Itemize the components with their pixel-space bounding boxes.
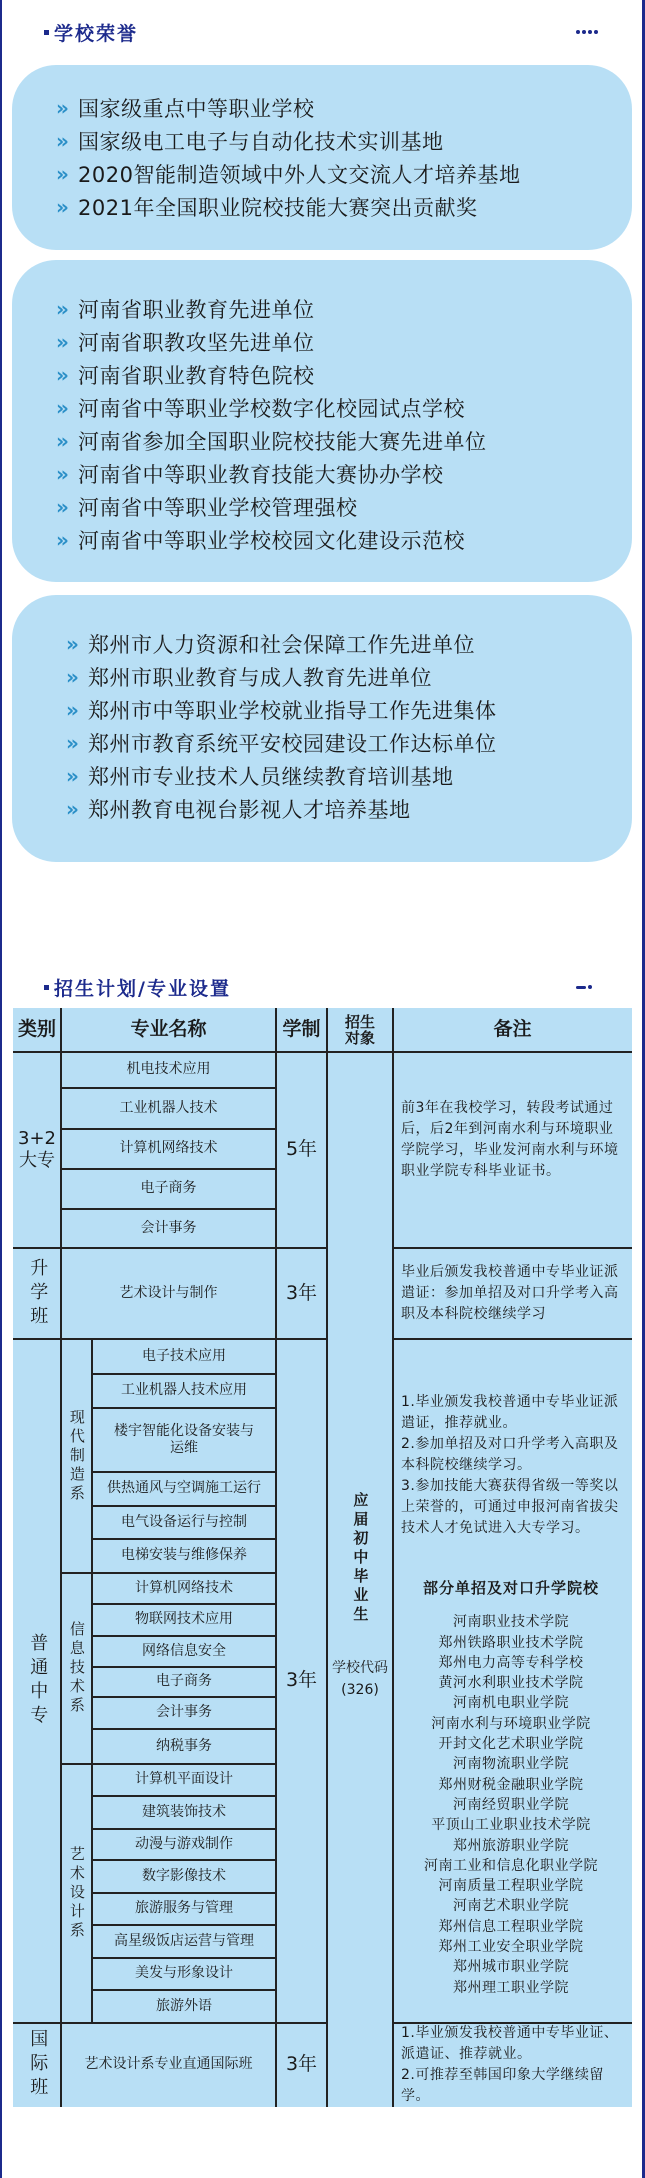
enrollment-title-text: 招生计划/专业设置 bbox=[54, 978, 231, 1000]
honors-municipal-list bbox=[66, 627, 497, 825]
note-line: 1.毕业颁发我校普通中专毕业证派遣证，推荐就业。 bbox=[401, 1394, 619, 1431]
major-cell: 艺术设计与制作 bbox=[119, 1284, 218, 1301]
grid-line bbox=[92, 1666, 276, 1668]
note-line: 2.可推荐至韩国印象大学继续留学。 bbox=[401, 2067, 604, 2104]
honor-item: » 郑州市专业技术人员继续教育培训基地 bbox=[66, 763, 454, 789]
major-cell: 物联网技术应用 bbox=[135, 1611, 233, 1628]
duration-cell: 3年 bbox=[285, 1669, 318, 1692]
major-cell: 建筑装饰技术 bbox=[142, 1803, 226, 1820]
major-cell: 机电技术应用 bbox=[126, 1061, 211, 1078]
honor-item: » 河南省中等职业学校校园文化建设示范校 bbox=[56, 527, 465, 553]
grid-line bbox=[92, 1373, 276, 1375]
double-chevron-icon: » bbox=[56, 194, 65, 219]
school-item: 河南工业和信息化职业学院 bbox=[424, 1857, 598, 1874]
double-chevron-icon: » bbox=[66, 697, 75, 722]
note-line: 3.参加技能大赛获得省级一等奖以上荣誉的，可通过申报河南省拔尖技术人才免试进入大专学习。 bbox=[401, 1478, 619, 1536]
category-international-class: 国际班 bbox=[27, 2029, 49, 2101]
honor-item: » 郑州教育电视台影视人才培养基地 bbox=[66, 796, 411, 822]
honor-item: » 河南省中等职业学校管理强校 bbox=[56, 494, 358, 520]
grid-line bbox=[13, 1338, 327, 1340]
double-chevron-icon: » bbox=[56, 161, 65, 186]
grid-line bbox=[92, 1892, 276, 1894]
honor-item: » 郑州市中等职业学校就业指导工作先进集体 bbox=[66, 697, 497, 723]
grid-line bbox=[92, 1828, 276, 1830]
major-cell: 网络信息安全 bbox=[142, 1642, 226, 1659]
partner-schools-title: 部分单招及对口升学院校 bbox=[422, 1579, 599, 1597]
notes-cell: 毕业后颁发我校普通中专毕业证派遣证：参加单招及对口升学考入高职及本科院校继续学习 bbox=[401, 1264, 619, 1322]
header-notes: 备注 bbox=[493, 1018, 532, 1041]
honor-item: » 河南省职业教育特色院校 bbox=[56, 362, 315, 388]
major-cell: 供热通风与空调施工运行 bbox=[107, 1480, 261, 1497]
school-item: 郑州理工职业学院 bbox=[453, 1979, 569, 1996]
honor-item: » 河南省中等职业教育技能大赛协办学校 bbox=[56, 461, 444, 487]
major-cell: 纳税事务 bbox=[156, 1737, 212, 1754]
major-cell: 楼宇智能化设备安装与运维 bbox=[114, 1422, 254, 1456]
grid-line bbox=[60, 1008, 62, 2107]
school-item: 河南机电职业学院 bbox=[453, 1695, 569, 1712]
honor-item: » 河南省职教攻坚先进单位 bbox=[56, 329, 315, 355]
school-item: 郑州财税金融职业学院 bbox=[438, 1776, 584, 1793]
duration-cell: 3年 bbox=[285, 1281, 318, 1304]
school-item: 郑州铁路职业技术学院 bbox=[438, 1634, 584, 1651]
major-cell: 会计事务 bbox=[140, 1219, 197, 1236]
major-cell: 旅游外语 bbox=[156, 1997, 212, 2014]
honor-item: » 郑州市教育系统平安校园建设工作达标单位 bbox=[66, 730, 497, 756]
dept-art-design: 艺术设计系 bbox=[67, 1846, 86, 1941]
grid-line bbox=[61, 1572, 276, 1574]
grid-line bbox=[92, 1505, 276, 1507]
page-frame-left bbox=[0, 0, 2, 2178]
school-code-label: 学校代码 bbox=[332, 1660, 388, 1677]
major-cell: 工业机器人技术应用 bbox=[121, 1382, 247, 1399]
double-chevron-icon: » bbox=[56, 362, 65, 387]
partner-schools-list bbox=[395, 1578, 627, 1998]
school-item: 河南职业技术学院 bbox=[453, 1614, 569, 1631]
enrollment-section-title bbox=[44, 974, 231, 1001]
honor-item: » 河南省中等职业学校数字化校园试点学校 bbox=[56, 395, 465, 421]
dept-information-technology: 信息技术系 bbox=[67, 1621, 86, 1716]
grid-line bbox=[326, 1008, 328, 2107]
school-item: 河南水利与环境职业学院 bbox=[431, 1715, 591, 1732]
category-regular-secondary: 普通中专 bbox=[27, 1633, 49, 1729]
grid-line bbox=[92, 1924, 276, 1926]
more-dots-icon[interactable] bbox=[576, 30, 598, 34]
honor-item: » 河南省参加全国职业院校技能大赛先进单位 bbox=[56, 428, 487, 454]
double-chevron-icon: » bbox=[56, 494, 65, 519]
school-item: 河南质量工程职业学院 bbox=[438, 1878, 584, 1895]
major-cell: 工业机器人技术 bbox=[119, 1099, 218, 1116]
grid-line bbox=[393, 1247, 632, 1249]
honors-provincial-list bbox=[56, 292, 487, 556]
honors-provincial-panel bbox=[12, 260, 632, 582]
school-item: 河南物流职业学院 bbox=[453, 1756, 569, 1773]
grid-line bbox=[91, 1339, 93, 2023]
grid-line bbox=[92, 1407, 276, 1409]
grid-line bbox=[92, 1538, 276, 1540]
school-item: 黄河水利职业技术学院 bbox=[438, 1675, 584, 1692]
double-chevron-icon: » bbox=[66, 796, 75, 821]
double-chevron-icon: » bbox=[56, 395, 65, 420]
header-category: 类别 bbox=[17, 1018, 56, 1041]
honors-national-panel bbox=[12, 65, 632, 250]
duration-cell: 5年 bbox=[285, 1138, 318, 1161]
notes-cell: 前3年在我校学习，转段考试通过后，后2年到河南水利与环境职业学院学习，毕业发河南水利与环境职业学院专科毕业证书。 bbox=[401, 1100, 619, 1179]
school-item: 郑州旅游职业学院 bbox=[453, 1837, 569, 1854]
enrollment-table bbox=[13, 1008, 632, 2107]
major-cell: 旅游服务与管理 bbox=[135, 1900, 233, 1917]
header-major: 专业名称 bbox=[130, 1018, 207, 1041]
major-cell: 计算机平面设计 bbox=[135, 1771, 233, 1788]
school-item: 郑州城市职业学院 bbox=[453, 1959, 569, 1976]
school-item: 河南经贸职业学院 bbox=[453, 1796, 569, 1813]
grid-line bbox=[393, 2022, 632, 2024]
grid-line bbox=[92, 1859, 276, 1861]
category-upgrade-class: 升学班 bbox=[27, 1257, 49, 1330]
grid-line bbox=[61, 1208, 276, 1210]
major-cell: 会计事务 bbox=[156, 1704, 212, 1721]
honors-section-title bbox=[44, 19, 138, 46]
grid-line bbox=[92, 1795, 276, 1797]
grid-line bbox=[92, 1728, 276, 1730]
note-line: 2.参加单招及对口升学考入高职及本科院校继续学习。 bbox=[401, 1436, 619, 1473]
double-chevron-icon: » bbox=[56, 428, 65, 453]
grid-line bbox=[61, 1128, 276, 1130]
double-chevron-icon: » bbox=[66, 664, 75, 689]
honors-title-text: 学校荣誉 bbox=[54, 23, 139, 45]
double-chevron-icon: » bbox=[56, 461, 65, 486]
bullet-square-icon bbox=[44, 985, 49, 990]
grid-line bbox=[13, 1247, 327, 1249]
major-cell: 高星级饭店运营与管理 bbox=[114, 1932, 254, 1949]
school-item: 开封文化艺术职业学院 bbox=[438, 1736, 584, 1753]
school-item: 河南艺术职业学院 bbox=[453, 1898, 569, 1915]
school-item: 郑州电力高等专科学校 bbox=[438, 1654, 584, 1671]
school-item: 平顶山工业职业技术学院 bbox=[431, 1817, 591, 1834]
major-cell: 计算机网络技术 bbox=[135, 1579, 233, 1596]
grid-line bbox=[61, 1087, 276, 1089]
header-target: 招生对象 bbox=[344, 1012, 375, 1047]
double-chevron-icon: » bbox=[56, 296, 65, 321]
grid-line bbox=[61, 1763, 276, 1765]
double-chevron-icon: » bbox=[56, 128, 65, 153]
major-cell: 数字影像技术 bbox=[142, 1867, 226, 1884]
bullet-square-icon bbox=[44, 30, 49, 35]
major-cell: 电气设备运行与控制 bbox=[121, 1513, 247, 1530]
double-chevron-icon: » bbox=[66, 631, 75, 656]
notes-cell bbox=[401, 1392, 627, 1539]
grid-line bbox=[92, 1957, 276, 1959]
honor-item: » 郑州市人力资源和社会保障工作先进单位 bbox=[66, 631, 475, 657]
honors-municipal-panel bbox=[12, 595, 632, 862]
target-students: 应届初中毕业生 bbox=[351, 1491, 370, 1625]
school-item: 郑州信息工程职业学院 bbox=[438, 1918, 584, 1935]
dept-modern-manufacturing: 现代制造系 bbox=[67, 1408, 86, 1504]
major-cell: 动漫与游戏制作 bbox=[135, 1835, 233, 1852]
grid-line bbox=[275, 1008, 277, 2107]
grid-line bbox=[392, 1008, 394, 2107]
major-cell: 电子技术应用 bbox=[142, 1347, 226, 1364]
grid-line bbox=[92, 1989, 276, 1991]
grid-line bbox=[13, 1051, 632, 1053]
major-cell: 电梯安装与维修保养 bbox=[121, 1547, 247, 1564]
grid-line bbox=[92, 1603, 276, 1605]
double-chevron-icon: » bbox=[56, 329, 65, 354]
note-line: 1.毕业颁发我校普通中专毕业证、派遣证、推荐就业。 bbox=[401, 2025, 619, 2062]
more-dash-icon[interactable] bbox=[576, 985, 592, 989]
grid-line bbox=[92, 1696, 276, 1698]
school-item: 郑州工业安全职业学院 bbox=[438, 1939, 584, 1956]
major-cell: 美发与形象设计 bbox=[135, 1965, 233, 1982]
honors-national-list bbox=[56, 91, 520, 223]
grid-line bbox=[92, 1635, 276, 1637]
honor-item: » 2020智能制造领域中外人文交流人才培养基地 bbox=[56, 161, 521, 187]
grid-line bbox=[393, 1338, 632, 1340]
honor-item: » 2021年全国职业院校技能大赛突出贡献奖 bbox=[56, 194, 478, 220]
school-code-value: (326) bbox=[341, 1682, 379, 1699]
double-chevron-icon: » bbox=[56, 527, 65, 552]
grid-line bbox=[13, 2022, 327, 2024]
double-chevron-icon: » bbox=[66, 730, 75, 755]
honor-item: » 国家级重点中等职业学校 bbox=[56, 95, 315, 121]
notes-cell bbox=[401, 2023, 629, 2107]
category-3plus2: 3+2大专 bbox=[18, 1127, 56, 1171]
major-cell: 艺术设计系专业直通国际班 bbox=[84, 2056, 253, 2073]
grid-line bbox=[61, 1168, 276, 1170]
double-chevron-icon: » bbox=[66, 763, 75, 788]
grid-line bbox=[92, 1471, 276, 1473]
major-cell: 电子商务 bbox=[156, 1673, 212, 1690]
double-chevron-icon: » bbox=[56, 95, 65, 120]
header-duration: 学制 bbox=[282, 1018, 321, 1041]
honor-item: » 国家级电工电子与自动化技术实训基地 bbox=[56, 128, 444, 154]
honor-item: » 郑州市职业教育与成人教育先进单位 bbox=[66, 664, 432, 690]
honor-item: » 河南省职业教育先进单位 bbox=[56, 296, 315, 322]
major-cell: 计算机网络技术 bbox=[119, 1140, 218, 1157]
major-cell: 电子商务 bbox=[140, 1180, 197, 1197]
duration-cell: 3年 bbox=[285, 2053, 318, 2076]
